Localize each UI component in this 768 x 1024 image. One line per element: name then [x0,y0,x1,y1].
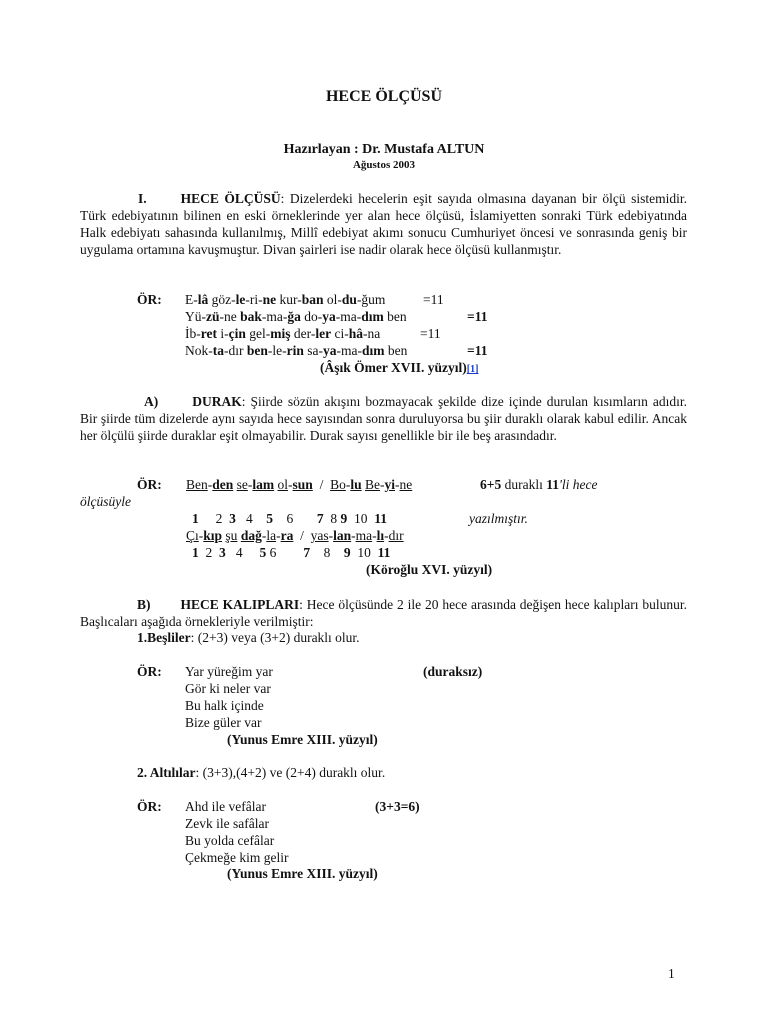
section-a-label: A) [144,394,159,409]
example-2-label: ÖR: [137,477,162,492]
example-4-line-4: Çekmeğe kim gelir [185,850,289,865]
example-2-yazilmistir: yazılmıştır. [469,511,528,526]
example-1-label: ÖR: [137,292,162,307]
section-b-heading: HECE KALIPLARI [180,597,300,612]
page-number: 1 [668,966,675,981]
example-2-source: (Köroğlu XVI. yüzyıl) [366,562,493,577]
example-3-source: (Yunus Emre XIII. yüzyıl) [227,732,378,747]
example-2-count-row-2: 1 2 3 4 5 6 7 8 9 10 11 [192,545,391,560]
example-1-count-2: =11 [467,309,488,324]
example-4-line-2: Zevk ile safâlar [185,816,269,831]
date-line: Ağustos 2003 [352,159,416,171]
section-b-paragraph [80,596,687,630]
example-3-line-4: Bize güler var [185,715,262,730]
section-b-label: B) [137,597,151,612]
author-line: Hazırlayan : Dr. Mustafa ALTUN [283,142,485,157]
example-4-line-3: Bu yolda cefâlar [185,833,275,848]
example-1-source: (Âşık Ömer XVII. yüzyıl)[1] [320,360,479,375]
example-1-line-1: E-lâ göz-le-ri-ne kur-ban ol-du-ğum [185,292,386,307]
example-3-line-1: Yar yüreğim yar [185,664,273,679]
footnote-link[interactable]: [1] [466,364,479,375]
example-3-note: (duraksız) [423,664,483,679]
section-1-number: I. [138,191,147,206]
page-title: HECE ÖLÇÜSÜ [325,88,443,105]
section-a-text: : Şiirde sözün akışını bozmayacak şekilde dize içinde durulan kısımların adıdır. Bir şiirde tüm dizelerde aynı sayıda hece sayısından sonra duruluyorsa bu şiir duraklı olarak kabul edilir. Ancak her ölçülü şiirde duraklar eşit olmayabilir. Durak sayısı genellikle bir ile beş arasındadır. [80,394,687,443]
example-2-pattern: 6+5 duraklı 11'li hece [480,477,598,492]
item-1: 1.Beşliler: (2+3) veya (3+2) duraklı olur. [137,630,360,645]
example-4-line-1: Ahd ile vefâlar [185,799,266,814]
example-3-label: ÖR: [137,664,162,679]
item-2: 2. Altılılar: (3+3),(4+2) ve (2+4) duraklı olur. [137,765,386,780]
example-3-line-3: Bu halk içinde [185,698,264,713]
section-b-text: : Hece ölçüsünde 2 ile 20 hece arasında değişen hece kalıpları bulunur. Başlıcaları aşağıda örnekleriyle verilmiştir: [80,597,687,629]
example-4-note: (3+3=6) [375,799,420,814]
example-1-line-2: Yü-zü-ne bak-ma-ğa do-ya-ma-dım ben [185,309,407,324]
example-4-label: ÖR: [137,799,162,814]
example-1-count-3: =11 [420,326,441,341]
example-2-count-row-1: 1 2 3 4 5 6 7 8 9 10 11 [192,511,388,526]
example-1-line-4: Nok-ta-dır ben-le-rin sa-ya-ma-dım ben [185,343,408,358]
section-1-paragraph [80,190,687,258]
section-1-text: : Dizelerdeki hecelerin eşit sayıda olmasına dayanan bir ölçü sistemidir. Türk edebiyatının bilinen en eski örneklerinde yer alan hece ölçüsü, İslamiyetten sonraki Türk edebiyatında Halk edebiyatı sahasında kullanılmış, Millî edebiyat akımı sonucu Cumhuriyet öncesi ve sonrasında geniş bir uygulama ortamına kavuşmuştur. Divan şairleri ise nadir olarak hece ölçüsü kullanmıştır. [80,191,687,257]
example-2-line-2: Çı-kıp şu dağ-la-ra / yas-lan-ma-lı-dır [186,528,404,543]
example-1-line-3: İb-ret i-çin gel-miş der-ler ci-hâ-na [185,326,381,341]
example-2-olcusuyle: ölçüsüyle [80,494,131,509]
example-4-source: (Yunus Emre XIII. yüzyıl) [227,866,378,881]
section-a-paragraph [80,393,687,444]
example-1-count-4: =11 [467,343,488,358]
section-1-heading: HECE ÖLÇÜSÜ [180,191,281,206]
example-1-count-1: =11 [423,292,444,307]
section-a-heading: DURAK [192,394,242,409]
example-2-line-1: Ben-den se-lam ol-sun / Bo-lu Be-yi-ne [186,477,413,492]
example-3-line-2: Gör ki neler var [185,681,271,696]
